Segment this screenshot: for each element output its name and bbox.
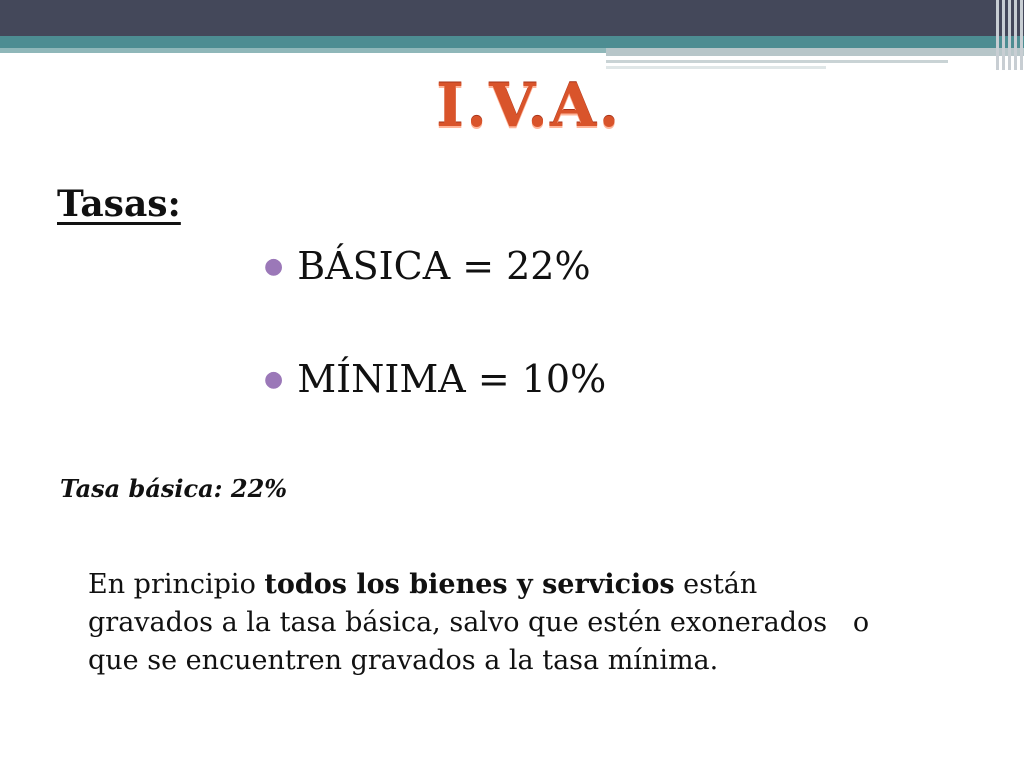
basic-rate-heading: Tasa básica: 22% <box>60 474 288 503</box>
header-band-teal <box>0 36 1024 48</box>
rate-item-basic <box>264 244 591 288</box>
rate-item-minimum <box>264 357 606 401</box>
paragraph-line-2: gravados a la tasa básica, salvo que estén exonerados o <box>88 607 870 638</box>
rate-label: BÁSICA = 22% <box>297 244 591 288</box>
bullet-icon: ● <box>264 253 284 279</box>
paragraph-line-1: En principio todos los bienes y servicios están <box>88 569 758 600</box>
rates-heading: Tasas: <box>57 183 181 225</box>
header-stripes <box>994 0 1024 70</box>
header-band-dark <box>0 0 1024 36</box>
header-line-2 <box>606 66 826 69</box>
header-band-teal-thin <box>0 48 606 53</box>
paragraph-line-3: que se encuentren gravados a la tasa mínima. <box>88 645 719 676</box>
header-line <box>606 60 948 63</box>
explanation-paragraph <box>88 566 948 680</box>
slide-title: I.V.A. <box>436 71 622 141</box>
header-band-gray <box>606 48 1024 56</box>
bullet-icon: ● <box>264 366 284 392</box>
rate-label: MÍNIMA = 10% <box>297 357 607 401</box>
emphasis-text: todos los bienes y servicios <box>264 569 675 600</box>
